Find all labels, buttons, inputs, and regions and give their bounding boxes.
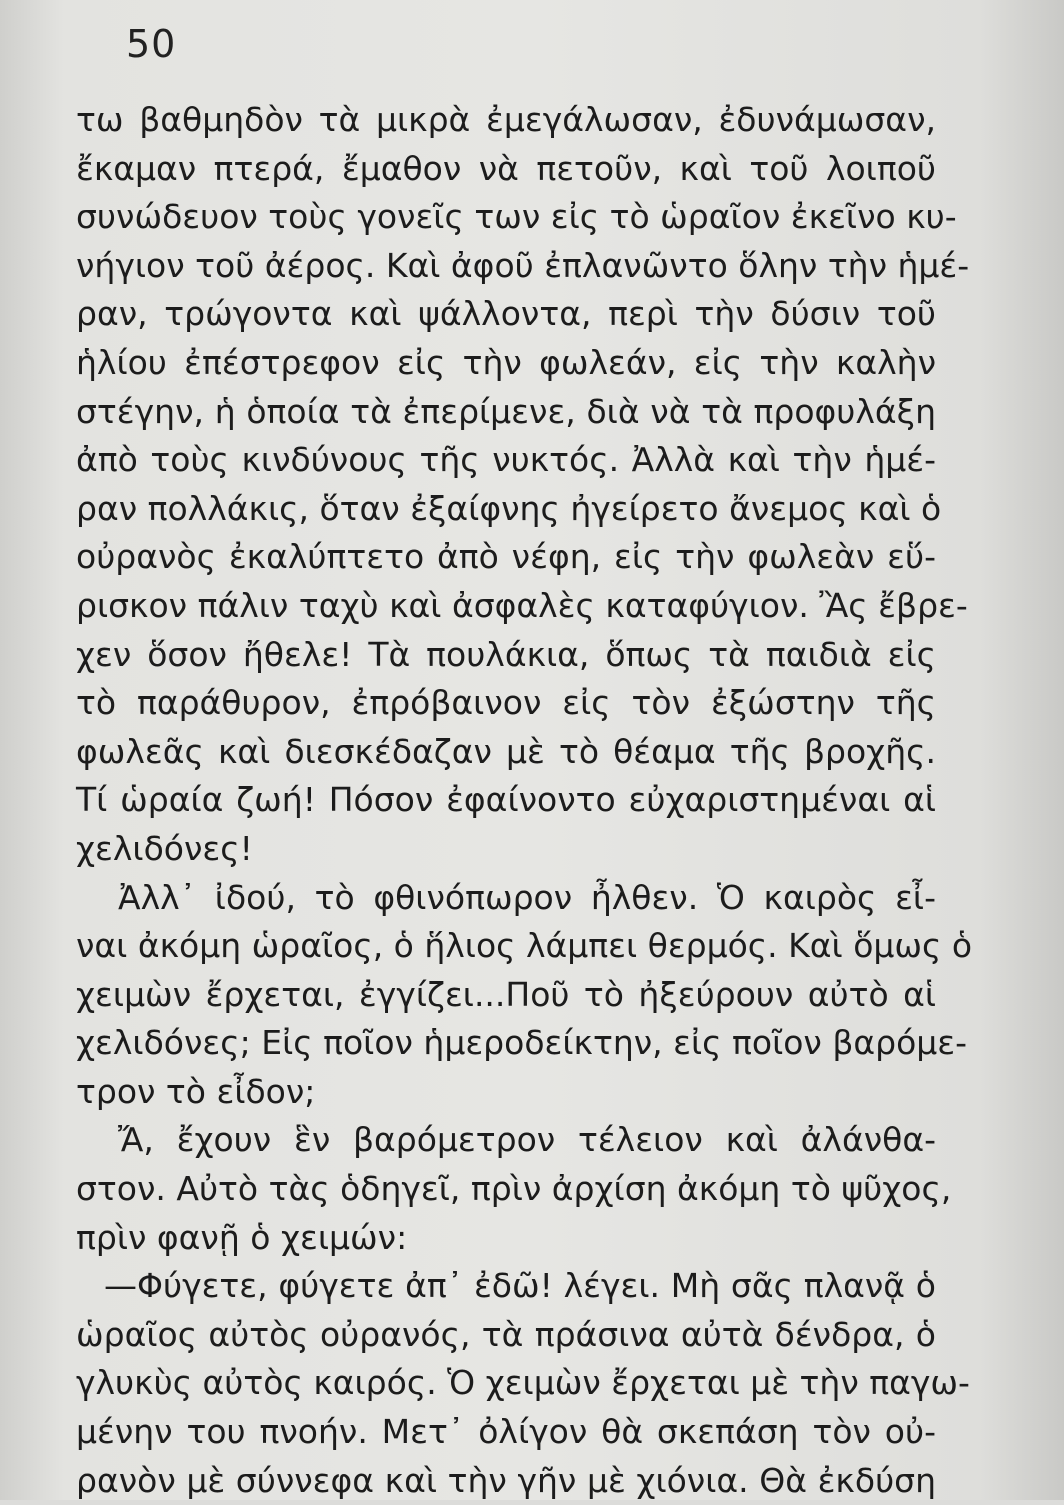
text-line: ἡλίου ἐπέστρεφον εἰς τὴν φωλεάν, εἰς τὴν καλὴν — [76, 342, 936, 382]
text-line: χεν ὅσον ἤθελε! Τὰ πουλάκια, ὅπως τὰ παιδιὰ εἰς — [76, 634, 936, 674]
text-line: χειμὼν ἔρχεται, ἐγγίζει...Ποῦ τὸ ἠξεύρουν αὐτὸ αἱ — [76, 974, 936, 1014]
page-number: 50 — [126, 22, 177, 66]
text-line: ἔκαμαν πτερά, ἔμαθον νὰ πετοῦν, καὶ τοῦ λοιποῦ — [76, 148, 936, 188]
text-line: συνώδευον τοὺς γονεῖς των εἰς τὸ ὡραῖον ἐκεῖνο κυ- — [76, 197, 957, 237]
text-line: στον. Αὐτὸ τὰς ὁδηγεῖ, πρὶν ἀρχίση ἀκόμη τὸ ψῦχος, — [76, 1169, 952, 1209]
text-line: Ἄ, ἔχουν ἓν βαρόμετρον τέλειον καὶ ἀλάνθα- — [118, 1120, 936, 1160]
text-line: ρανὸν μὲ σύννεφα καὶ τὴν γῆν μὲ χιόνια. Θὰ ἐκδύση — [76, 1460, 936, 1500]
text-line: ναι ἀκόμη ὡραῖος, ὁ ἥλιος λάμπει θερμός. Καὶ ὅμως ὁ — [76, 926, 973, 966]
text-line: φωλεᾶς καὶ διεσκέδαζαν μὲ τὸ θέαμα τῆς βροχῆς. — [76, 731, 936, 771]
text-line: χελιδόνες! — [76, 828, 253, 868]
text-line: μένην του πνοήν. Μετ᾽ ὀλίγον θὰ σκεπάση τὸν οὐ- — [76, 1412, 936, 1452]
text-line: τὸ παράθυρον, ἐπρόβαινον εἰς τὸν ἐξώστην τῆς — [76, 683, 936, 723]
text-line: ραν, τρώγοντα καὶ ψάλλοντα, περὶ τὴν δύσιν τοῦ — [76, 294, 936, 334]
text-line: τρον τὸ εἶδον; — [76, 1071, 316, 1111]
text-line: πρὶν φανῇ ὁ χειμών: — [76, 1217, 408, 1257]
text-line: στέγην, ἡ ὁποία τὰ ἐπερίμενε, διὰ νὰ τὰ προφυλάξη — [76, 391, 936, 431]
text-line: ρισκον πάλιν ταχὺ καὶ ἀσφαλὲς καταφύγιον. Ἂς ἔβρε- — [76, 585, 968, 625]
text-line: ὡραῖος αὐτὸς οὐρανός, τὰ πράσινα αὐτὰ δένδρα, ὁ — [76, 1314, 936, 1354]
text-line: χελιδόνες; Εἰς ποῖον ἡμεροδείκτην, εἰς ποῖον βαρόμε- — [76, 1023, 968, 1063]
text-line: ἀπὸ τοὺς κινδύνους τῆς νυκτός. Ἀλλὰ καὶ τὴν ἡμέ- — [76, 440, 936, 480]
text-line: Ἀλλ᾽ ἰδού, τὸ φθινόπωρον ἦλθεν. Ὁ καιρὸς εἶ- — [118, 877, 936, 917]
text-line: τω βαθμηδὸν τὰ μικρὰ ἐμεγάλωσαν, ἐδυνάμωσαν, — [76, 100, 936, 139]
text-line: Τί ὡραία ζωή! Πόσον ἐφαίνοντο εὐχαριστημέναι αἱ — [76, 780, 936, 820]
text-line: νήγιον τοῦ ἀέρος. Καὶ ἀφοῦ ἐπλανῶντο ὅλην τὴν ἡμέ- — [76, 245, 970, 285]
text-line: οὐρανὸς ἐκαλύπτετο ἀπὸ νέφη, εἰς τὴν φωλεὰν εὕ- — [76, 537, 936, 577]
text-line: ραν πολλάκις, ὅταν ἐξαίφνης ἠγείρετο ἄνεμος καὶ ὁ — [76, 488, 942, 528]
text-line: —Φύγετε, φύγετε ἀπ᾽ ἐδῶ! λέγει. Μὴ σᾶς πλανᾷ ὁ — [104, 1266, 936, 1306]
text-line: γλυκὺς αὐτὸς καιρός. Ὁ χειμὼν ἔρχεται μὲ τὴν παγω- — [76, 1363, 970, 1403]
body-text — [76, 96, 973, 1505]
